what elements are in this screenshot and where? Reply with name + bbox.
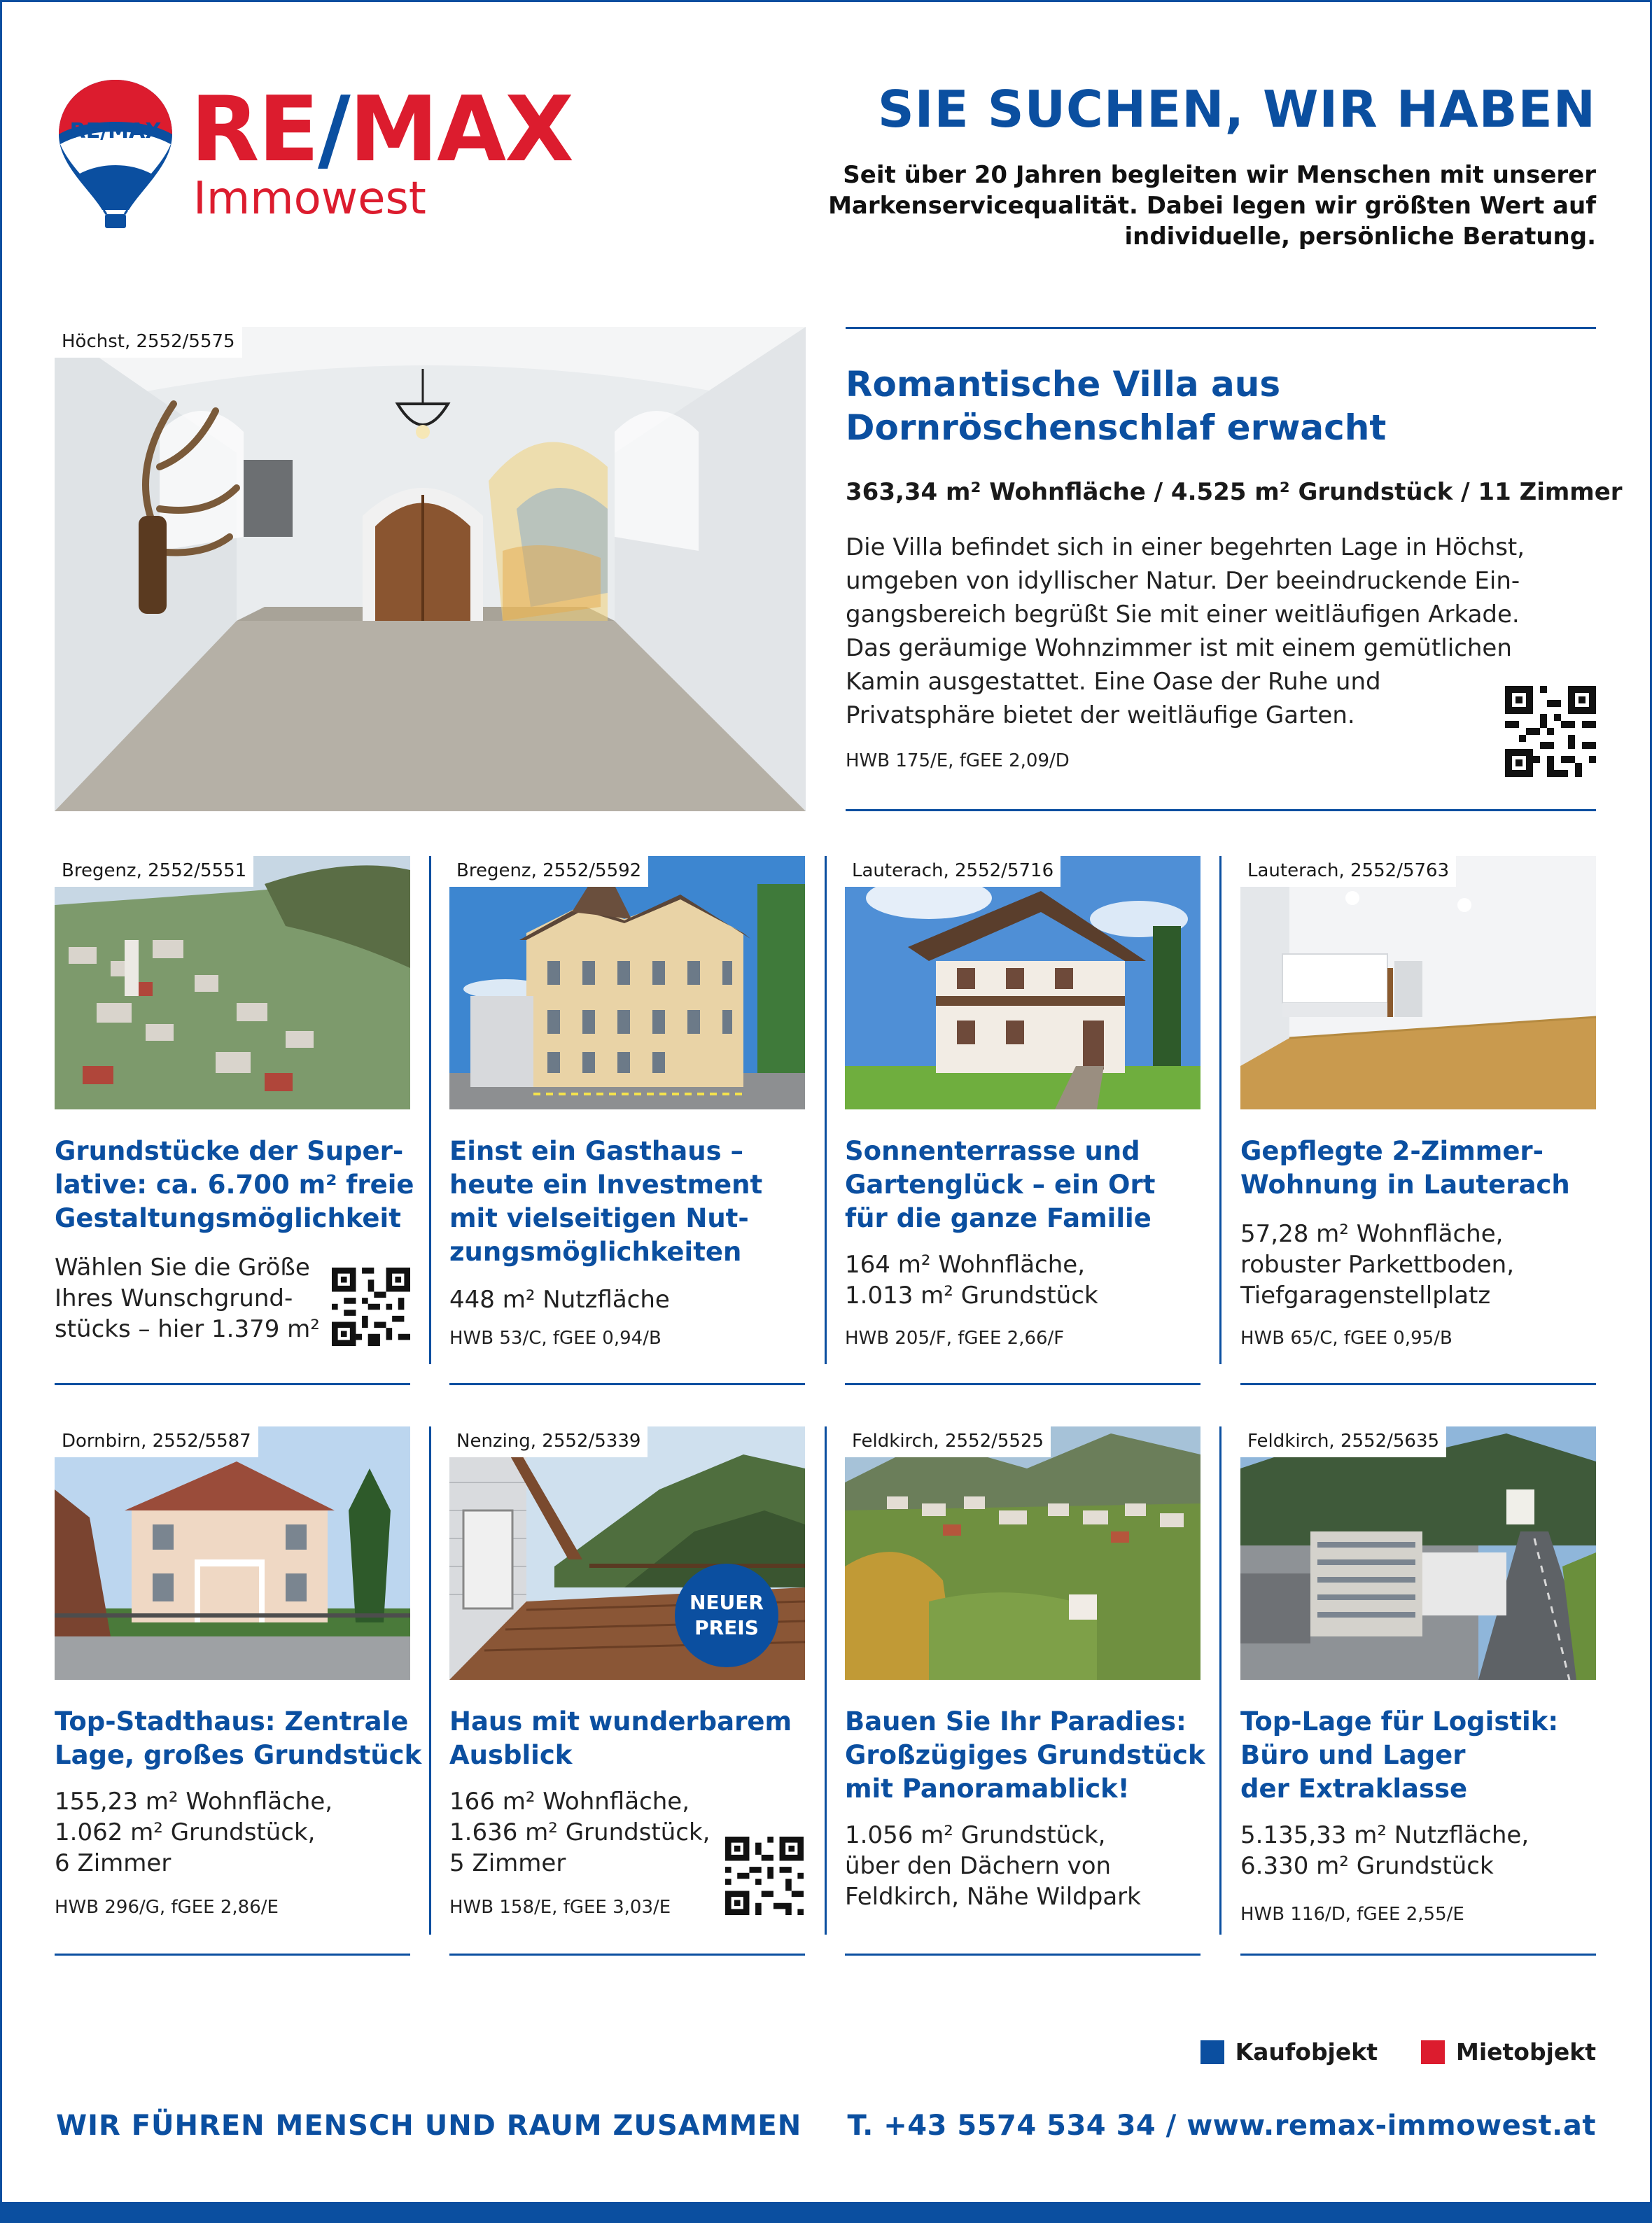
balloon-text: RE/MAX: [69, 119, 162, 143]
listing-photo[interactable]: [55, 856, 410, 1109]
location-tag: Feldkirch, 2552/5525: [845, 1426, 1051, 1457]
energy-rating: HWB 158/E, fGEE 3,03/E: [449, 1897, 671, 1918]
footer-contact[interactable]: T. +43 5574 534 34 / www.remax-immowest.at: [847, 2110, 1596, 2142]
listing-photo[interactable]: [845, 856, 1200, 1109]
family-house-image: [845, 856, 1200, 1109]
listing-card[interactable]: [449, 1426, 805, 1957]
divider: [1240, 1383, 1596, 1385]
logistics-building-image: [1240, 1426, 1596, 1680]
feature-photo[interactable]: [55, 327, 806, 811]
divider: [1240, 1954, 1596, 1956]
energy-rating: HWB 53/C, fGEE 0,94/B: [449, 1328, 662, 1349]
listing-card[interactable]: [55, 856, 414, 1385]
listing-card[interactable]: [55, 1426, 422, 1957]
listing-photo[interactable]: [845, 1426, 1200, 1680]
listing-card[interactable]: [845, 856, 1200, 1385]
feature-title[interactable]: Romantische Villa aus Dornröschenschlaf erwacht: [846, 364, 1387, 448]
location-tag: Bregenz, 2552/5592: [449, 856, 648, 887]
listing-card[interactable]: [449, 856, 805, 1385]
listing-details: 1.056 m² Grundstück, über den Dächern von Feldkirch, Nähe Wildpark: [845, 1821, 1141, 1911]
guesthouse-building-image: [449, 856, 805, 1109]
remax-logo[interactable]: [56, 77, 588, 238]
listing-card[interactable]: [1240, 856, 1596, 1385]
listing-title[interactable]: Top-Stadthaus: Zentrale Lage, großes Grundstück: [55, 1706, 422, 1770]
listing-details: 448 m² Nutzfläche: [449, 1286, 670, 1314]
listing-title[interactable]: Haus mit wunderbarem Ausblick: [449, 1706, 792, 1770]
location-tag: Höchst, 2552/5575: [55, 327, 242, 358]
location-tag: Feldkirch, 2552/5635: [1240, 1426, 1446, 1457]
divider: [845, 1954, 1200, 1956]
divider: [449, 1954, 805, 1956]
location-tag: Lauterach, 2552/5763: [1240, 856, 1456, 887]
column-separator: [825, 1426, 827, 1935]
footer-slogan: WIR FÜHREN MENSCH UND RAUM ZUSAMMEN: [56, 2110, 802, 2142]
listing-title[interactable]: Einst ein Gasthaus – heute ein Investment mit vielseitigen Nut- zungsmöglichkeiten: [449, 1136, 763, 1267]
qr-code-icon[interactable]: [332, 1268, 410, 1346]
listing-title[interactable]: Sonnenterrasse und Gartenglück – ein Ort für die ganze Familie: [845, 1136, 1156, 1233]
aerial-town-image: [55, 856, 410, 1109]
apartment-interior-image: [1240, 856, 1596, 1109]
listing-details: 155,23 m² Wohnfläche, 1.062 m² Grundstück, 6 Zimmer: [55, 1788, 333, 1877]
legend: [1157, 2038, 1596, 2066]
location-tag: Bregenz, 2552/5551: [55, 856, 253, 887]
footer-band: [0, 2202, 1652, 2223]
listing-photo[interactable]: [1240, 856, 1596, 1109]
headline: SIE SUCHEN, WIR HABEN: [877, 80, 1596, 139]
energy-rating: HWB 65/C, fGEE 0,95/B: [1240, 1328, 1452, 1349]
column-separator: [429, 856, 431, 1364]
divider: [449, 1383, 805, 1385]
listing-title[interactable]: Top-Lage für Logistik: Büro und Lager der Extraklasse: [1240, 1706, 1559, 1804]
balloon-icon: [56, 77, 175, 231]
townhouse-image: [55, 1426, 410, 1680]
legend-item-rent: Mietobjekt: [1421, 2038, 1596, 2066]
listing-title[interactable]: Grundstücke der Super- lative: ca. 6.700 m² freie Gestaltungsmöglichkeit: [55, 1136, 414, 1233]
location-tag: Dornbirn, 2552/5587: [55, 1426, 258, 1457]
location-tag: Nenzing, 2552/5339: [449, 1426, 648, 1457]
arcade-hallway-image: [55, 327, 806, 811]
buy-swatch-icon: [1200, 2040, 1224, 2064]
qr-code-icon[interactable]: [1505, 686, 1596, 777]
energy-rating: HWB 205/F, fGEE 2,66/F: [845, 1328, 1065, 1349]
logo-subtitle: Immowest: [193, 173, 426, 225]
new-price-badge: NEUER PREIS: [675, 1564, 778, 1667]
listing-card[interactable]: [1240, 1426, 1596, 1957]
logo-wordmark: RE/MAX: [190, 78, 573, 182]
divider: [55, 1954, 410, 1956]
listing-card[interactable]: [845, 1426, 1205, 1957]
energy-rating: HWB 296/G, fGEE 2,86/E: [55, 1897, 279, 1918]
energy-rating: HWB 175/E, fGEE 2,09/D: [846, 750, 1070, 771]
listing-photo[interactable]: [449, 1426, 805, 1680]
legend-item-buy: Kaufobjekt: [1200, 2038, 1378, 2066]
panorama-plot-image: [845, 1426, 1200, 1680]
listing-photo[interactable]: [1240, 1426, 1596, 1680]
intro-text: Seit über 20 Jahren begleiten wir Menschen mit unserer Markenservicequalität. Dabei legen wir größten Wert auf individuelle, persönliche Beratung.: [828, 161, 1596, 251]
feature-facts: 363,34 m² Wohnfläche / 4.525 m² Grundstück / 11 Zimmer: [846, 478, 1623, 506]
listing-details: Wählen Sie die Größe Ihres Wunschgrund- stücks – hier 1.379 m²: [55, 1254, 320, 1343]
divider: [845, 1383, 1200, 1385]
feature-listing: [846, 327, 1623, 811]
listing-photo[interactable]: [449, 856, 805, 1109]
feature-description: Die Villa befindet sich in einer begehrten Lage in Höchst, umgeben von idyllischer Natur. Der beeindruckende Ein- gangsbereich begrüßt Sie mit einer weitläufigen Arkade. Das geräumige Wohnzimmer ist mit einem gemütlichen Kamin ausgestattet. Eine Oase der Ruhe und Privatsphäre bietet der weitläufige Garten.: [846, 533, 1525, 729]
listing-details: 57,28 m² Wohnfläche, robuster Parkettboden, Tiefgaragenstellplatz: [1240, 1220, 1514, 1310]
listing-details: 5.135,33 m² Nutzfläche, 6.330 m² Grundstück: [1240, 1821, 1530, 1880]
energy-rating: HWB 116/D, fGEE 2,55/E: [1240, 1904, 1464, 1925]
listing-title[interactable]: Bauen Sie Ihr Paradies: Großzügiges Grundstück mit Panoramablick!: [845, 1706, 1205, 1804]
column-separator: [429, 1426, 431, 1935]
column-separator: [1219, 856, 1222, 1364]
listing-details: 166 m² Wohnfläche, 1.636 m² Grundstück, 5 Zimmer: [449, 1788, 710, 1877]
listing-photo[interactable]: [55, 1426, 410, 1680]
location-tag: Lauterach, 2552/5716: [845, 856, 1060, 887]
listing-details: 164 m² Wohnfläche, 1.013 m² Grundstück: [845, 1251, 1098, 1310]
divider: [55, 1383, 410, 1385]
rent-swatch-icon: [1421, 2040, 1445, 2064]
qr-code-icon[interactable]: [725, 1837, 804, 1915]
listing-title[interactable]: Gepflegte 2-Zimmer- Wohnung in Lauterach: [1240, 1136, 1570, 1200]
column-separator: [825, 856, 827, 1364]
column-separator: [1219, 1426, 1222, 1935]
